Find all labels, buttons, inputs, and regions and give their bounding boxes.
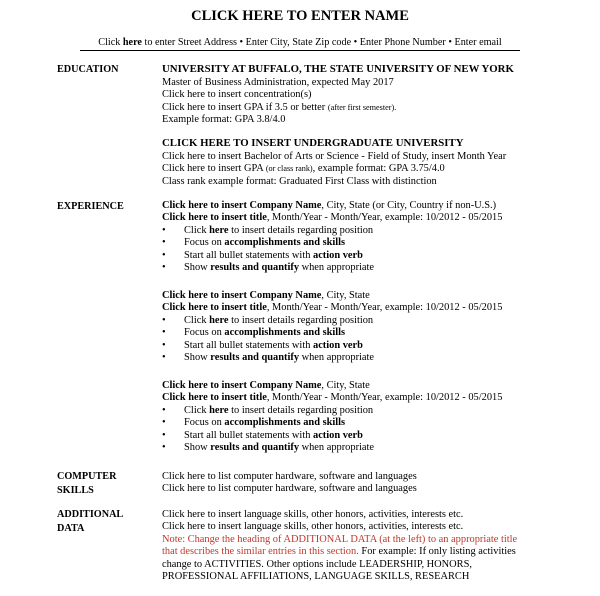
- company-line[interactable]: Click here to insert Company Name, City, State: [162, 380, 370, 391]
- bullet-item[interactable]: • Focus on accomplishments and skills: [162, 237, 346, 249]
- computer-skills-section: [162, 471, 592, 496]
- skills-line[interactable]: Click here to list computer hardware, software and languages: [162, 483, 417, 495]
- title-line[interactable]: Click here to insert title, Month/Year - Month/Year, example: 10/2012 - 05/2015: [162, 212, 503, 224]
- bullet-item[interactable]: • Focus on accomplishments and skills: [162, 327, 346, 339]
- job-entry: [162, 200, 592, 274]
- contact-line: Click here to enter Street Address • Enter City, State Zip code • Enter Phone Number • Enter email: [98, 37, 502, 48]
- city-field[interactable]: Enter City, State Zip code: [245, 37, 352, 48]
- note-line: Note: Change the heading of ADDITIONAL DATA (at the left) to an appropriate title: [162, 533, 518, 545]
- job-entry: [162, 380, 592, 454]
- bullet-item[interactable]: • Click here to insert details regarding position: [162, 314, 374, 326]
- undergrad-gpa[interactable]: Click here to insert GPA (or class rank), example format: GPA 3.75/4.0: [162, 163, 445, 175]
- education-label: EDUCATION: [57, 64, 119, 75]
- grad-gpa-example: Example format: GPA 3.8/4.0: [162, 113, 286, 125]
- bullet-item[interactable]: • Show results and quantify when appropriate: [162, 441, 375, 453]
- education-section: [162, 63, 592, 126]
- title-line[interactable]: Click here to insert title, Month/Year - Month/Year, example: 10/2012 - 05/2015: [162, 302, 503, 314]
- phone-field[interactable]: Enter Phone Number: [359, 37, 446, 48]
- bullet-item[interactable]: • Start all bullet statements with action verb: [162, 339, 363, 351]
- company-line[interactable]: Click here to insert Company Name, City, State: [162, 290, 370, 301]
- name-heading[interactable]: CLICK HERE TO ENTER NAME: [191, 8, 409, 24]
- grad-school[interactable]: UNIVERSITY AT BUFFALO, THE STATE UNIVERSITY OF NEW YORK: [162, 63, 514, 75]
- job-entry: [162, 290, 592, 364]
- computer-skills-label: COMPUTER SKILLS: [57, 471, 117, 496]
- bullet-item[interactable]: • Start all bullet statements with action verb: [162, 249, 363, 261]
- address-field[interactable]: Click here to enter Street Address: [98, 37, 237, 48]
- additional-line[interactable]: Click here to insert language skills, other honors, activities, interests etc.: [162, 521, 464, 533]
- undergrad-rank: Class rank example format: Graduated First Class with distinction: [162, 175, 437, 187]
- bullet-item[interactable]: • Click here to insert details regarding position: [162, 224, 374, 236]
- bullet-list: [162, 405, 592, 455]
- additional-data-label: ADDITIONAL DATA: [57, 509, 124, 534]
- bullet-item[interactable]: • Show results and quantify when appropriate: [162, 261, 375, 273]
- experience-label: EXPERIENCE: [57, 201, 124, 212]
- undergrad-school[interactable]: CLICK HERE TO INSERT UNDERGRADUATE UNIVERSITY: [162, 137, 464, 149]
- bullet-item[interactable]: • Show results and quantify when appropriate: [162, 351, 375, 363]
- grad-concentration[interactable]: Click here to insert concentration(s): [162, 89, 312, 101]
- undergrad-section: [162, 137, 592, 188]
- title-line[interactable]: Click here to insert title, Month/Year - Month/Year, example: 10/2012 - 05/2015: [162, 392, 503, 404]
- grad-gpa[interactable]: Click here to insert GPA if 3.5 or better (after first semester).: [162, 101, 397, 113]
- skills-line[interactable]: Click here to list computer hardware, software and languages: [162, 471, 417, 482]
- company-line[interactable]: Click here to insert Company Name, City, State (or City, Country if non-U.S.): [162, 200, 497, 211]
- additional-data-section: [162, 509, 592, 583]
- bullet-item[interactable]: • Focus on accomplishments and skills: [162, 417, 346, 429]
- note-line: that describes the similar entries in this section. For example: If only listing activities: [162, 546, 516, 558]
- bullet-item[interactable]: • Start all bullet statements with action verb: [162, 429, 363, 441]
- undergrad-degree[interactable]: Click here to insert Bachelor of Arts or Science - Field of Study, insert Month Year: [162, 150, 507, 162]
- additional-line[interactable]: Click here to insert language skills, other honors, activities, interests etc.: [162, 509, 464, 520]
- additional-line: change to ACTIVITIES. Other options include LEADERSHIP, HONORS,: [162, 558, 472, 570]
- email-field[interactable]: Enter email: [454, 37, 502, 48]
- grad-degree[interactable]: Master of Business Administration, expected May 2017: [162, 76, 394, 88]
- bullet-item[interactable]: • Click here to insert details regarding position: [162, 404, 374, 416]
- additional-line: PROFESSIONAL AFFILIATIONS, LANGUAGE SKILLS, RESEARCH: [162, 570, 470, 582]
- bullet-list: [162, 225, 592, 275]
- bullet-list: [162, 315, 592, 365]
- header-divider: [80, 50, 520, 51]
